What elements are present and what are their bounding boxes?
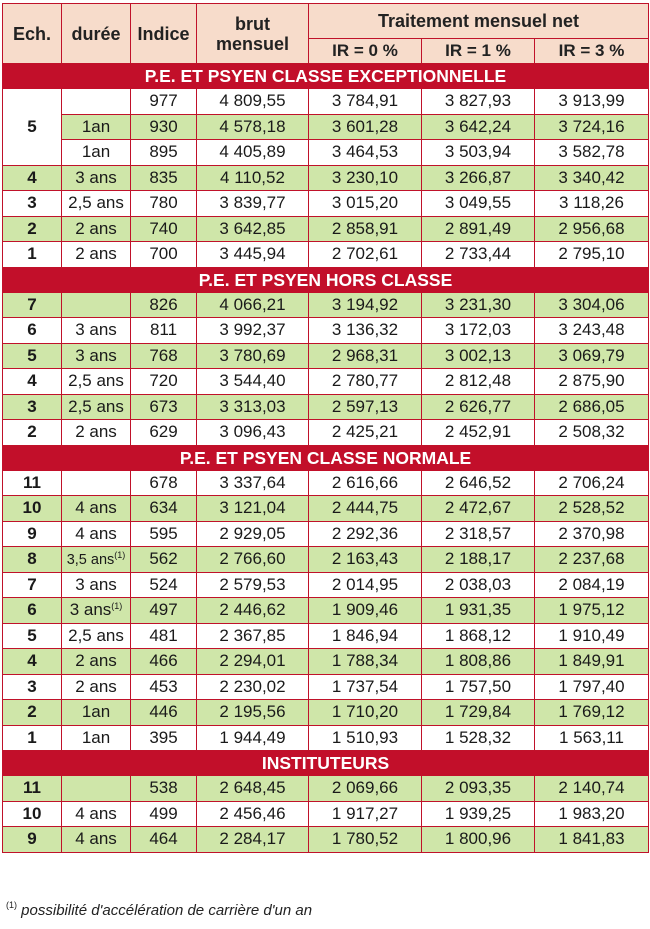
cell-ir3: 2 237,68: [535, 547, 649, 573]
cell-indice: 629: [131, 420, 197, 446]
table-row: [3, 674, 649, 700]
cell-ir1: 3 827,93: [422, 89, 535, 115]
table-row: [3, 114, 649, 140]
cell-duree: [62, 420, 131, 446]
cell-ir0: 3 194,92: [309, 292, 422, 318]
cell-ech: 4: [3, 165, 62, 191]
cell-ir3: 1 910,49: [535, 623, 649, 649]
cell-indice: 700: [131, 242, 197, 268]
cell-brut: 2 294,01: [197, 649, 309, 675]
cell-ir3: 1 983,20: [535, 801, 649, 827]
table-row: [3, 649, 649, 675]
table-row: [3, 420, 649, 446]
cell-ir1: 1 868,12: [422, 623, 535, 649]
cell-duree: [62, 623, 131, 649]
cell-ir0: 1 510,93: [309, 725, 422, 751]
cell-ir3: 1 797,40: [535, 674, 649, 700]
cell-duree: [62, 394, 131, 420]
table-row: [3, 216, 649, 242]
cell-brut: 3 445,94: [197, 242, 309, 268]
cell-duree: [62, 292, 131, 318]
table-row: [3, 343, 649, 369]
cell-duree-text: 2,5 ans: [68, 625, 124, 645]
cell-indice: 678: [131, 470, 197, 496]
cell-duree-text: 4 ans: [75, 803, 117, 823]
cell-duree-text: 3 ans: [69, 600, 112, 620]
cell-indice: 720: [131, 369, 197, 395]
section-header: [3, 64, 649, 89]
cell-indice: 395: [131, 725, 197, 751]
cell-ir1: 1 939,25: [422, 801, 535, 827]
footnote-ref: (1): [114, 549, 126, 560]
cell-brut: 4 809,55: [197, 89, 309, 115]
cell-ir0: 2 702,61: [309, 242, 422, 268]
cell-duree-text: 3 ans: [75, 574, 117, 594]
cell-indice: 895: [131, 140, 197, 166]
cell-ir0: 2 069,66: [309, 776, 422, 802]
cell-indice: 481: [131, 623, 197, 649]
cell-duree-text: 1an: [81, 116, 111, 136]
cell-ir1: 2 472,67: [422, 496, 535, 522]
cell-brut: 2 766,60: [197, 547, 309, 573]
cell-duree-text: 2,5 ans: [68, 396, 124, 416]
salary-grid: [2, 3, 648, 853]
cell-ir1: 2 626,77: [422, 394, 535, 420]
cell-ech: 5: [3, 89, 62, 166]
cell-ir1: 1 729,84: [422, 700, 535, 726]
cell-duree: [62, 572, 131, 598]
cell-ir1: 3 503,94: [422, 140, 535, 166]
cell-duree: [62, 191, 131, 217]
cell-ir3: 2 140,74: [535, 776, 649, 802]
cell-ir3: 2 686,05: [535, 394, 649, 420]
cell-duree-text: 4 ans: [75, 523, 117, 543]
cell-ir0: 1 737,54: [309, 674, 422, 700]
cell-ir3: 3 243,48: [535, 318, 649, 344]
cell-brut: 4 110,52: [197, 165, 309, 191]
section-header: [3, 445, 649, 470]
table-row: [3, 191, 649, 217]
cell-ir0: 2 597,13: [309, 394, 422, 420]
cell-indice: 464: [131, 827, 197, 853]
cell-duree-text: 2 ans: [75, 676, 117, 696]
cell-ir0: 2 858,91: [309, 216, 422, 242]
section-header: [3, 267, 649, 292]
cell-indice: 453: [131, 674, 197, 700]
cell-brut: 3 313,03: [197, 394, 309, 420]
cell-ir3: 2 875,90: [535, 369, 649, 395]
cell-indice: 930: [131, 114, 197, 140]
cell-duree-text: 3 ans: [75, 167, 117, 187]
cell-duree-text: 2,5 ans: [68, 193, 124, 213]
cell-indice: 768: [131, 343, 197, 369]
section-title: P.E. ET PSYEN CLASSE NORMALE: [3, 445, 649, 470]
cell-ir0: 1 909,46: [309, 598, 422, 624]
cell-duree: [62, 140, 131, 166]
cell-ir0: 1 788,34: [309, 649, 422, 675]
cell-indice: 826: [131, 292, 197, 318]
cell-brut: 2 230,02: [197, 674, 309, 700]
table-row: [3, 140, 649, 166]
cell-ech: 9: [3, 521, 62, 547]
cell-ir1: 3 049,55: [422, 191, 535, 217]
cell-ir3: 2 508,32: [535, 420, 649, 446]
table-row: [3, 623, 649, 649]
cell-ech: 11: [3, 470, 62, 496]
cell-ir3: 1 975,12: [535, 598, 649, 624]
cell-brut: 2 929,05: [197, 521, 309, 547]
footnote: [6, 902, 312, 919]
cell-indice: 634: [131, 496, 197, 522]
cell-duree: [62, 318, 131, 344]
cell-duree: [62, 674, 131, 700]
section-title: P.E. ET PSYEN CLASSE EXCEPTIONNELLE: [3, 64, 649, 89]
cell-duree: [62, 801, 131, 827]
cell-indice: 497: [131, 598, 197, 624]
cell-ir3: 2 370,98: [535, 521, 649, 547]
footnote-text: possibilité d'accélération de carrière d'un an: [21, 902, 313, 919]
cell-duree: [62, 725, 131, 751]
cell-ech: 7: [3, 292, 62, 318]
cell-brut: 4 066,21: [197, 292, 309, 318]
cell-duree-text: 3,5 ans: [66, 551, 115, 568]
cell-ir0: 2 444,75: [309, 496, 422, 522]
cell-ir0: 3 601,28: [309, 114, 422, 140]
cell-ir0: 2 292,36: [309, 521, 422, 547]
cell-ir3: 2 528,52: [535, 496, 649, 522]
cell-ir1: 3 266,87: [422, 165, 535, 191]
salary-table: [2, 3, 649, 853]
cell-ir1: 2 318,57: [422, 521, 535, 547]
footnote-ref: (1): [111, 601, 123, 612]
table-row: [3, 496, 649, 522]
table-row: [3, 292, 649, 318]
table-row: [3, 700, 649, 726]
table-row: [3, 242, 649, 268]
header-duree: durée: [62, 4, 131, 64]
cell-ech: 2: [3, 216, 62, 242]
cell-ech: 7: [3, 572, 62, 598]
cell-ir3: 1 769,12: [535, 700, 649, 726]
cell-ir1: 3 172,03: [422, 318, 535, 344]
cell-brut: 3 992,37: [197, 318, 309, 344]
cell-ir3: 2 706,24: [535, 470, 649, 496]
cell-indice: 740: [131, 216, 197, 242]
cell-duree: [62, 216, 131, 242]
cell-duree-text: 1an: [81, 727, 111, 747]
cell-ir3: 2 795,10: [535, 242, 649, 268]
cell-duree-text: 2 ans: [75, 218, 117, 238]
cell-ir3: 3 069,79: [535, 343, 649, 369]
cell-ir1: 2 038,03: [422, 572, 535, 598]
cell-duree-text: 2 ans: [75, 651, 117, 671]
cell-ir0: 3 136,32: [309, 318, 422, 344]
cell-ech: 5: [3, 343, 62, 369]
cell-brut: 2 284,17: [197, 827, 309, 853]
cell-indice: 835: [131, 165, 197, 191]
cell-ir0: 2 968,31: [309, 343, 422, 369]
cell-brut: 3 839,77: [197, 191, 309, 217]
cell-brut: 2 648,45: [197, 776, 309, 802]
cell-duree: [62, 165, 131, 191]
cell-indice: 538: [131, 776, 197, 802]
cell-ech: 2: [3, 420, 62, 446]
cell-ir1: 1 800,96: [422, 827, 535, 853]
cell-ech: 5: [3, 623, 62, 649]
cell-ir0: 3 015,20: [309, 191, 422, 217]
cell-ir3: 3 724,16: [535, 114, 649, 140]
cell-brut: 3 642,85: [197, 216, 309, 242]
cell-duree: [62, 343, 131, 369]
cell-indice: 499: [131, 801, 197, 827]
cell-ech: 9: [3, 827, 62, 853]
cell-duree: [62, 776, 131, 802]
header-brut: brut mensuel: [197, 4, 309, 64]
cell-brut: 4 405,89: [197, 140, 309, 166]
cell-ir1: 1 757,50: [422, 674, 535, 700]
cell-indice: 780: [131, 191, 197, 217]
cell-ech: 3: [3, 394, 62, 420]
table-row: [3, 165, 649, 191]
table-row: [3, 470, 649, 496]
cell-ir0: 2 425,21: [309, 420, 422, 446]
cell-ir3: 2 956,68: [535, 216, 649, 242]
cell-ir1: 3 002,13: [422, 343, 535, 369]
cell-ech: 3: [3, 191, 62, 217]
cell-ir1: 2 188,17: [422, 547, 535, 573]
cell-ir3: 3 340,42: [535, 165, 649, 191]
cell-ech: 6: [3, 318, 62, 344]
cell-indice: 811: [131, 318, 197, 344]
cell-ech: 1: [3, 242, 62, 268]
cell-indice: 977: [131, 89, 197, 115]
footnote-mark: (1): [6, 900, 17, 910]
cell-brut: 2 195,56: [197, 700, 309, 726]
table-row: [3, 725, 649, 751]
cell-brut: 2 367,85: [197, 623, 309, 649]
cell-indice: 595: [131, 521, 197, 547]
cell-brut: 2 579,53: [197, 572, 309, 598]
header-ech: Ech.: [3, 4, 62, 64]
section-header: [3, 751, 649, 776]
cell-ir1: 2 093,35: [422, 776, 535, 802]
cell-ech: 4: [3, 649, 62, 675]
cell-duree: [62, 470, 131, 496]
cell-ir3: 1 563,11: [535, 725, 649, 751]
table-row: [3, 369, 649, 395]
cell-indice: 524: [131, 572, 197, 598]
cell-duree-text: 4 ans: [75, 829, 117, 849]
cell-indice: 562: [131, 547, 197, 573]
table-row: [3, 318, 649, 344]
table-row: [3, 547, 649, 573]
cell-indice: 446: [131, 700, 197, 726]
cell-ir1: 2 452,91: [422, 420, 535, 446]
cell-duree: [62, 114, 131, 140]
header-ir3: IR = 3 %: [535, 39, 649, 64]
section-title: P.E. ET PSYEN HORS CLASSE: [3, 267, 649, 292]
header-indice: Indice: [131, 4, 197, 64]
cell-ir1: 2 812,48: [422, 369, 535, 395]
cell-ech: 10: [3, 496, 62, 522]
table-row: [3, 572, 649, 598]
table-row: [3, 801, 649, 827]
cell-ir0: 3 784,91: [309, 89, 422, 115]
cell-ir3: 1 841,83: [535, 827, 649, 853]
cell-duree: [62, 700, 131, 726]
table-row: [3, 776, 649, 802]
cell-ir0: 1 917,27: [309, 801, 422, 827]
cell-ir1: 1 528,32: [422, 725, 535, 751]
cell-duree: [62, 89, 131, 115]
cell-ech: 11: [3, 776, 62, 802]
cell-ir0: 2 780,77: [309, 369, 422, 395]
cell-ir0: 1 710,20: [309, 700, 422, 726]
table-row: [3, 598, 649, 624]
cell-brut: 3 121,04: [197, 496, 309, 522]
cell-duree: [62, 242, 131, 268]
cell-duree-text: 3 ans: [75, 320, 117, 340]
cell-duree: [62, 598, 131, 624]
cell-duree: [62, 521, 131, 547]
cell-ir1: 1 808,86: [422, 649, 535, 675]
cell-ir3: 1 849,91: [535, 649, 649, 675]
cell-indice: 466: [131, 649, 197, 675]
table-body: [3, 64, 649, 853]
cell-ir1: 3 231,30: [422, 292, 535, 318]
cell-ech: 8: [3, 547, 62, 573]
cell-brut: 3 544,40: [197, 369, 309, 395]
table-header: [3, 4, 649, 64]
cell-ir0: 2 014,95: [309, 572, 422, 598]
cell-duree-text: 1an: [81, 142, 111, 162]
cell-ech: 2: [3, 700, 62, 726]
cell-ir3: 3 582,78: [535, 140, 649, 166]
cell-duree-text: 1an: [81, 702, 111, 722]
table-row: [3, 89, 649, 115]
cell-ech: 3: [3, 674, 62, 700]
section-title: INSTITUTEURS: [3, 751, 649, 776]
cell-ir1: 2 733,44: [422, 242, 535, 268]
cell-brut: 2 456,46: [197, 801, 309, 827]
cell-ir0: 1 780,52: [309, 827, 422, 853]
cell-ir0: 2 616,66: [309, 470, 422, 496]
cell-indice: 673: [131, 394, 197, 420]
cell-ir0: 3 464,53: [309, 140, 422, 166]
cell-brut: 3 096,43: [197, 420, 309, 446]
cell-ir0: 2 163,43: [309, 547, 422, 573]
cell-duree: [62, 369, 131, 395]
cell-ir1: 2 891,49: [422, 216, 535, 242]
header-ir1: IR = 1 %: [422, 39, 535, 64]
cell-ech: 4: [3, 369, 62, 395]
table-row: [3, 521, 649, 547]
cell-brut: 3 780,69: [197, 343, 309, 369]
cell-ir3: 3 913,99: [535, 89, 649, 115]
cell-ir1: 2 646,52: [422, 470, 535, 496]
table-row: [3, 827, 649, 853]
cell-duree-text: 3 ans: [75, 345, 117, 365]
cell-duree-text: 2,5 ans: [68, 371, 124, 391]
cell-duree: [62, 827, 131, 853]
table-row: [3, 394, 649, 420]
cell-brut: 2 446,62: [197, 598, 309, 624]
cell-ir3: 3 304,06: [535, 292, 649, 318]
cell-duree: [62, 496, 131, 522]
cell-ech: 10: [3, 801, 62, 827]
cell-brut: 1 944,49: [197, 725, 309, 751]
cell-ech: 6: [3, 598, 62, 624]
cell-ir1: 1 931,35: [422, 598, 535, 624]
cell-ir0: 3 230,10: [309, 165, 422, 191]
header-net-group: Traitement mensuel net: [309, 4, 649, 39]
cell-duree: [62, 547, 131, 573]
cell-ir0: 1 846,94: [309, 623, 422, 649]
cell-ir3: 2 084,19: [535, 572, 649, 598]
cell-duree: [62, 649, 131, 675]
cell-duree-text: 4 ans: [75, 498, 117, 518]
header-ir0: IR = 0 %: [309, 39, 422, 64]
cell-duree-text: 2 ans: [75, 422, 117, 442]
cell-ir3: 3 118,26: [535, 191, 649, 217]
cell-brut: 4 578,18: [197, 114, 309, 140]
cell-ir1: 3 642,24: [422, 114, 535, 140]
cell-duree-text: 2 ans: [75, 244, 117, 264]
cell-brut: 3 337,64: [197, 470, 309, 496]
cell-ech: 1: [3, 725, 62, 751]
